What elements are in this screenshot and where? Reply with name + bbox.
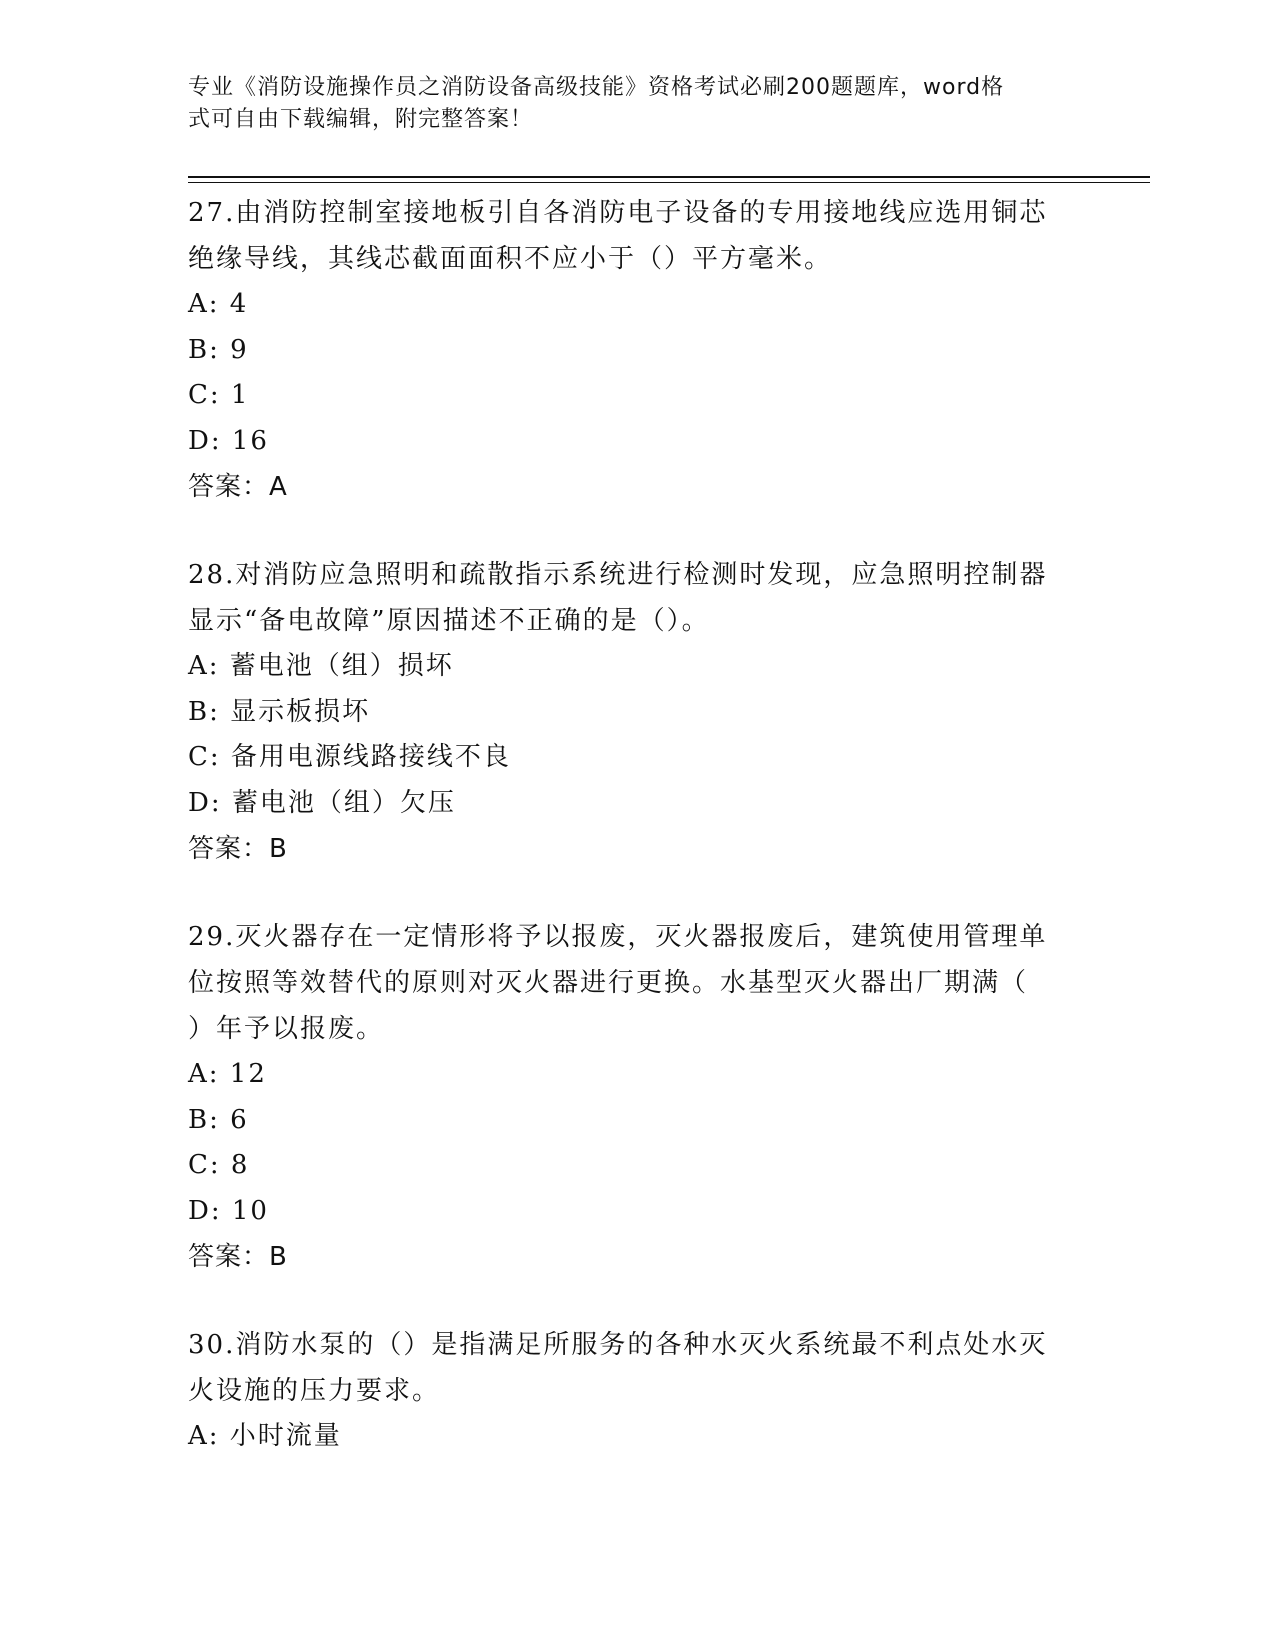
header-divider-thick: [188, 176, 1150, 178]
question-29: [188, 914, 1088, 1280]
header-line-1: 专业《消防设施操作员之消防设备高级技能》资格考试必刷200题题库，word格: [188, 75, 1005, 100]
question-list: [188, 190, 1088, 1502]
question-stem-line: 29.灭火器存在一定情形将予以报废，灭火器报废后，建筑使用管理单: [188, 922, 1048, 952]
option-c: C: 8: [188, 1150, 250, 1180]
answer-line: 答案：B: [188, 1242, 288, 1272]
option-d: D: 蓄电池（组）欠压: [188, 787, 456, 818]
option-d: D: 10: [188, 1195, 269, 1226]
option-a: A: 小时流量: [188, 1421, 342, 1451]
document-header: [188, 72, 1068, 136]
question-stem-line: 火设施的压力要求。: [188, 1376, 441, 1406]
question-stem-line: 绝缘导线，其线芯截面面积不应小于（）平方毫米。: [188, 244, 833, 274]
option-d: D: 16: [188, 425, 269, 456]
option-a: A: 12: [188, 1059, 267, 1089]
question-stem-line: 30.消防水泵的（）是指满足所服务的各种水灭火系统最不利点处水灭: [188, 1330, 1048, 1360]
option-b: B: 显示板损坏: [188, 696, 371, 727]
question-27: [188, 190, 1088, 510]
option-b: B: 6: [188, 1104, 249, 1135]
question-stem-line: 28.对消防应急照明和疏散指示系统进行检测时发现，应急照明控制器: [188, 560, 1048, 590]
question-stem-line: ）年予以报废。: [188, 1014, 385, 1044]
answer-line: 答案：B: [188, 834, 288, 864]
answer-line: 答案：A: [188, 472, 288, 502]
question-stem-line: 27.由消防控制室接地板引自各消防电子设备的专用接地线应选用铜芯: [188, 198, 1048, 228]
option-a: A: 蓄电池（组）损坏: [188, 651, 454, 681]
question-28: [188, 552, 1088, 872]
question-30: [188, 1322, 1088, 1460]
question-stem-line: 显示“备电故障”原因描述不正确的是（）。: [188, 606, 710, 636]
question-stem-line: 位按照等效替代的原则对灭火器进行更换。水基型灭火器出厂期满（: [188, 968, 1029, 998]
option-c: C: 备用电源线路接线不良: [188, 742, 511, 772]
option-a: A: 4: [188, 289, 249, 319]
header-divider-thin: [188, 182, 1150, 183]
header-line-2: 式可自由下载编辑，附完整答案！: [188, 107, 534, 132]
option-c: C: 1: [188, 380, 250, 410]
option-b: B: 9: [188, 334, 249, 365]
